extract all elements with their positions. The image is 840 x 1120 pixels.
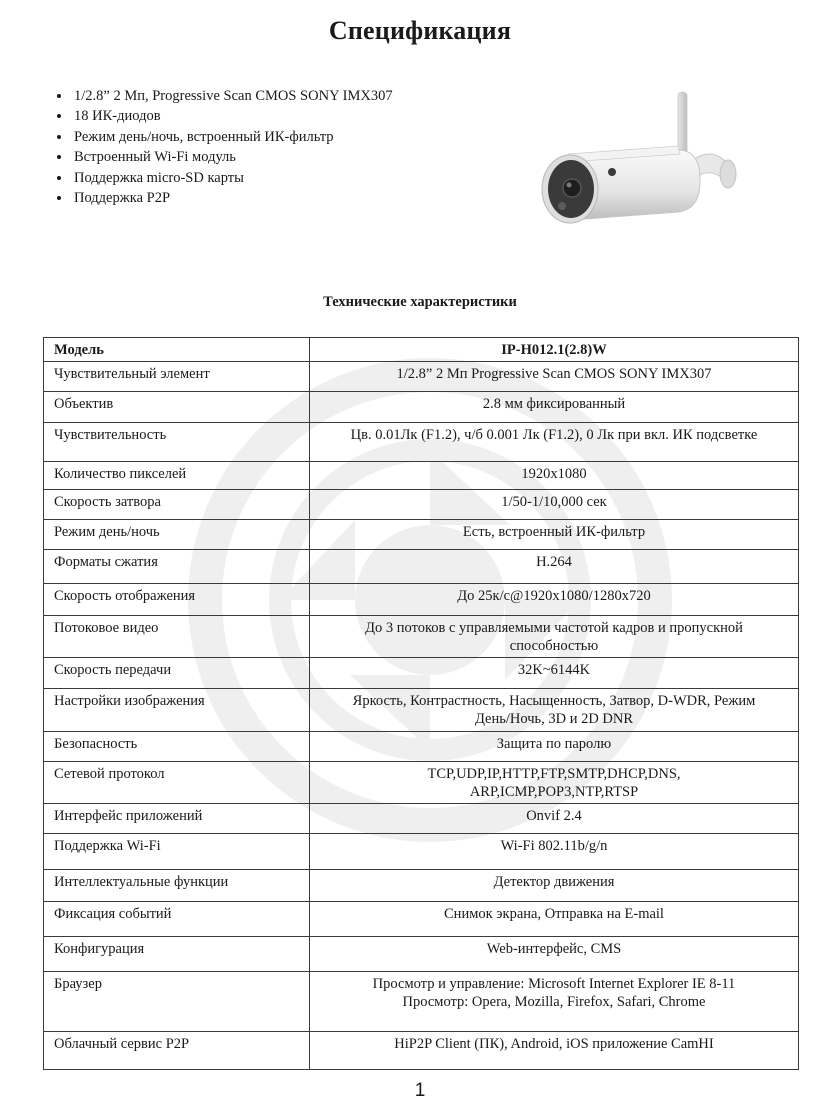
page-title: Спецификация — [328, 16, 512, 45]
page-number: 1 — [414, 1080, 426, 1101]
table-row — [44, 870, 799, 902]
table-header-row — [44, 338, 799, 362]
table-row — [44, 937, 799, 972]
spec-value: Просмотр и управление: Microsoft Internet Explorer IE 8-11 Просмотр: Opera, Mozilla, Firefox, Safari, Chrome — [310, 972, 799, 1032]
feature-item: • Поддержка micro-SD карты — [72, 168, 393, 188]
spec-value: Есть, встроенный ИК-фильтр — [310, 520, 799, 550]
spec-value: Снимок экрана, Отправка на E-mail — [310, 902, 799, 937]
spec-value: Детектор движения — [310, 870, 799, 902]
spec-label: Модель — [44, 338, 310, 362]
table-row — [44, 520, 799, 550]
spec-value: Яркость, Контрастность, Насыщенность, Затвор, D-WDR, Режим День/Ночь, 3D и 2D DNR — [310, 689, 799, 732]
spec-label: Фиксация событий — [44, 902, 310, 937]
spec-value: H.264 — [310, 550, 799, 584]
table-row — [44, 490, 799, 520]
spec-label: Потоковое видео — [44, 616, 310, 658]
table-row — [44, 1032, 799, 1070]
spec-value: IP-H012.1(2.8)W — [310, 338, 799, 362]
spec-value: Web-интерфейс, CMS — [310, 937, 799, 972]
table-row — [44, 423, 799, 462]
spec-label: Количество пикселей — [44, 462, 310, 490]
specs-table — [43, 337, 799, 1070]
table-row — [44, 689, 799, 732]
spec-value: До 3 потоков с управляемыми частотой кадров и пропускной способностью — [310, 616, 799, 658]
spec-value: 2.8 мм фиксированный — [310, 392, 799, 423]
table-row — [44, 732, 799, 762]
feature-item: • Поддержка P2P — [72, 188, 393, 208]
spec-value: Защита по паролю — [310, 732, 799, 762]
spec-label: Скорость передачи — [44, 658, 310, 689]
table-row — [44, 972, 799, 1032]
spec-label: Чувствительность — [44, 423, 310, 462]
feature-item: • Встроенный Wi-Fi модуль — [72, 147, 393, 167]
table-row — [44, 616, 799, 658]
spec-label: Поддержка Wi-Fi — [44, 834, 310, 870]
table-row — [44, 392, 799, 423]
table-row — [44, 834, 799, 870]
table-row — [44, 584, 799, 616]
spec-value: Цв. 0.01Лк (F1.2), ч/б 0.001 Лк (F1.2), 0 Лк при вкл. ИК подсветке — [310, 423, 799, 462]
spec-value: 1/50-1/10,000 сек — [310, 490, 799, 520]
spec-label: Интеллектуальные функции — [44, 870, 310, 902]
spec-label: Конфигурация — [44, 937, 310, 972]
spec-label: Скорость затвора — [44, 490, 310, 520]
spec-label: Объектив — [44, 392, 310, 423]
spec-value: Wi-Fi 802.11b/g/n — [310, 834, 799, 870]
spec-value: До 25к/с@1920x1080/1280x720 — [310, 584, 799, 616]
table-row — [44, 804, 799, 834]
spec-label: Форматы сжатия — [44, 550, 310, 584]
spec-label: Сетевой протокол — [44, 762, 310, 804]
spec-label: Скорость отображения — [44, 584, 310, 616]
spec-value: 1920x1080 — [310, 462, 799, 490]
spec-label: Режим день/ночь — [44, 520, 310, 550]
feature-list — [52, 86, 393, 208]
feature-item: • 18 ИК-диодов — [72, 106, 393, 126]
spec-value: 1/2.8” 2 Мп Progressive Scan CMOS SONY IMX307 — [310, 362, 799, 392]
table-row — [44, 462, 799, 490]
table-row — [44, 902, 799, 937]
spec-value: Onvif 2.4 — [310, 804, 799, 834]
spec-label: Облачный сервис P2P — [44, 1032, 310, 1070]
spec-value: TCP,UDP,IP,HTTP,FTP,SMTP,DHCP,DNS, ARP,ICMP,POP3,NTP,RTSP — [310, 762, 799, 804]
specs-title: Технические характеристики — [323, 294, 517, 310]
spec-label: Браузер — [44, 972, 310, 1032]
table-row — [44, 362, 799, 392]
table-row — [44, 550, 799, 584]
feature-item: • Режим день/ночь, встроенный ИК-фильтр — [72, 127, 393, 147]
spec-label: Чувствительный элемент — [44, 362, 310, 392]
spec-value: 32K~6144K — [310, 658, 799, 689]
camera-image — [528, 88, 752, 258]
feature-item: • 1/2.8” 2 Мп, Progressive Scan CMOS SONY IMX307 — [72, 86, 393, 106]
table-row — [44, 658, 799, 689]
table-row — [44, 762, 799, 804]
spec-label: Настройки изображения — [44, 689, 310, 732]
spec-value: HiP2P Client (ПК), Android, iOS приложение CamHI — [310, 1032, 799, 1070]
spec-label: Интерфейс приложений — [44, 804, 310, 834]
spec-label: Безопасность — [44, 732, 310, 762]
